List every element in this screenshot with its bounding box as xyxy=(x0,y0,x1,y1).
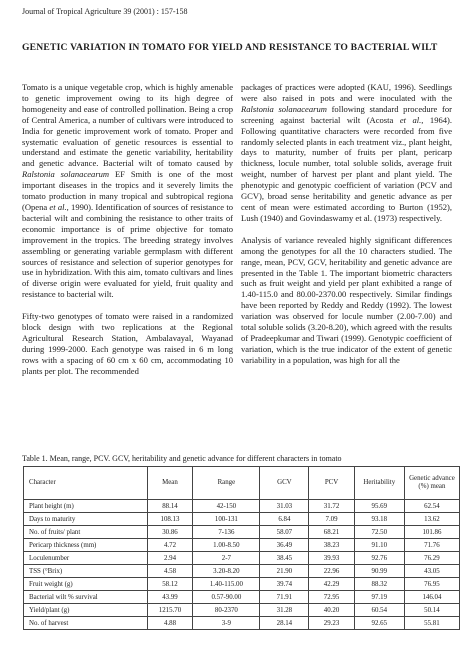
table-cell: 97.19 xyxy=(354,591,404,604)
table-header-cell: Character xyxy=(24,467,148,500)
table-cell: Yield/plant (g) xyxy=(24,604,148,617)
table-body xyxy=(24,500,460,630)
table-cell: 146.04 xyxy=(404,591,459,604)
table-cell: 3-9 xyxy=(193,617,260,630)
table-cell: 4.72 xyxy=(147,539,193,552)
table-cell: 31.72 xyxy=(309,500,354,513)
table-cell: 91.10 xyxy=(354,539,404,552)
right-paragraph-2: Analysis of variance revealed highly significant differences among the genotypes for all the 10 characters studied. The range, mean, PCV, GCV, heritability and genetic advance are presented in the Table 1. The important biometric characters such as fruit weight and yield per plant exhibited a range of 1.40-115.0 and 80.00-2370.00 respectively. Similar findings have been reported by Reddy and Reddy (1992). The lowest variation was observed for locule number (2.00-7.00) and total soluble solids (3.20-8.20), which agreed with the results of Pradeepkumar and Tiwari (1999). Genotypic coefficient of variation, which is the true indicator of the extent of genetic variability in a population, was high for all the xyxy=(241,234,452,365)
table-row xyxy=(24,578,460,591)
table-cell: 36.49 xyxy=(260,539,309,552)
left-column xyxy=(22,82,233,388)
table-cell: 1215.70 xyxy=(147,604,193,617)
table-cell: 38.45 xyxy=(260,552,309,565)
table-row xyxy=(24,513,460,526)
et-al: et al. xyxy=(49,201,67,212)
table-cell: 7.09 xyxy=(309,513,354,526)
table-cell: 4.88 xyxy=(147,617,193,630)
table-cell: 30.86 xyxy=(147,526,193,539)
table-cell: 71.76 xyxy=(404,539,459,552)
table-header-cell: PCV xyxy=(309,467,354,500)
table-cell: 72.50 xyxy=(354,526,404,539)
table-cell: 62.54 xyxy=(404,500,459,513)
table-row xyxy=(24,591,460,604)
table-cell: 31.28 xyxy=(260,604,309,617)
article-title: GENETIC VARIATION IN TOMATO FOR YIELD AND RESISTANCE TO BACTERIAL WILT xyxy=(22,42,438,53)
table-cell: 58.07 xyxy=(260,526,309,539)
table-cell: 90.99 xyxy=(354,565,404,578)
table-cell: 21.90 xyxy=(260,565,309,578)
left-paragraph-2: Fifty-two genotypes of tomato were raised in a randomized block design with two replications at the Regional Agricultural Research Station, Ambalavayal, Wayanad during 1999-2000. Each genotype was raised in 6 m long rows with a spacing of 60 cm x 60 cm, accommodating 10 plants per plot. The recommended xyxy=(22,311,233,376)
table-cell: 13.62 xyxy=(404,513,459,526)
table-cell: 38.23 xyxy=(309,539,354,552)
table-cell: Pericarp thickness (mm) xyxy=(24,539,148,552)
table-cell: 2.94 xyxy=(147,552,193,565)
journal-header: Journal of Tropical Agriculture 39 (2001) : 157-158 xyxy=(22,7,188,16)
table-cell: 2-7 xyxy=(193,552,260,565)
table-caption: Table 1. Mean, range, PCV. GCV, heritability and genetic advance for different characters in tomato xyxy=(22,454,342,463)
text-run: EF Smith is one of the most important diseases in the tropics and it severely limits the tomato production in many tropical and subtropical regiona (Opena xyxy=(22,169,233,212)
right-paragraph-1 xyxy=(241,82,452,224)
table-cell: 40.20 xyxy=(309,604,354,617)
text-run: , 1990). Identification of sources of resistance to bacterial wilt and combining the resistance to other traits of economic importance is of prime objective for tomato improvement in the tropics. The breeding strategy involves assembling or generating variable germplasm with different sources of resistance and selection of superior genotypes for use in hybridization. With this aim, tomato cultivars and lines of diverse origin were evaluated for yield, fruit quality and resistance to bacterial wilt. xyxy=(22,201,233,300)
data-table xyxy=(23,466,460,630)
table-row xyxy=(24,565,460,578)
table-row xyxy=(24,552,460,565)
right-column xyxy=(241,82,452,377)
table-cell: 92.65 xyxy=(354,617,404,630)
table-cell: 28.14 xyxy=(260,617,309,630)
table-cell: 43.99 xyxy=(147,591,193,604)
table-cell: No. of fruits/ plant xyxy=(24,526,148,539)
table-row xyxy=(24,604,460,617)
table-header-cell: Genetic advance (%) mean xyxy=(404,467,459,500)
table-cell: 0.57-90.00 xyxy=(193,591,260,604)
table-cell: 55.81 xyxy=(404,617,459,630)
table-header-cell: Range xyxy=(193,467,260,500)
table-cell: 71.91 xyxy=(260,591,309,604)
table-cell: 39.93 xyxy=(309,552,354,565)
table-row xyxy=(24,617,460,630)
et-al: et al. xyxy=(399,114,422,125)
table-cell: 60.54 xyxy=(354,604,404,617)
table-cell: Loculenumber xyxy=(24,552,148,565)
table-cell: 7-136 xyxy=(193,526,260,539)
table-cell: 31.03 xyxy=(260,500,309,513)
table-cell: Fruit weight (g) xyxy=(24,578,148,591)
text-run: following standard procedure for screening against bacterial wilt (Acosta xyxy=(241,103,452,125)
table-cell: 88.32 xyxy=(354,578,404,591)
table-cell: Days to maturity xyxy=(24,513,148,526)
table-cell: 3.20-8.20 xyxy=(193,565,260,578)
table-row xyxy=(24,539,460,552)
table-cell: 100-131 xyxy=(193,513,260,526)
table-cell: 4.58 xyxy=(147,565,193,578)
table-cell: 1.40-115.00 xyxy=(193,578,260,591)
table-header-cell: Mean xyxy=(147,467,193,500)
table-cell: 39.74 xyxy=(260,578,309,591)
table-cell: 1.00-8.50 xyxy=(193,539,260,552)
table-cell: 93.18 xyxy=(354,513,404,526)
table-cell: 58.12 xyxy=(147,578,193,591)
table-cell: 95.69 xyxy=(354,500,404,513)
table-cell: 76.29 xyxy=(404,552,459,565)
table-cell: 43.05 xyxy=(404,565,459,578)
table-cell: 68.21 xyxy=(309,526,354,539)
table-cell: 6.84 xyxy=(260,513,309,526)
text-run: , 1964). Following quantitative characters were recorded from five randomly selected plants in each treatment viz., plant height, days to maturity, number of fruits per plant, pericarp thickness, locule number, total soluble solids, average fruit weight, number of harvest per plant and plant yield. The phenotypic and genotypic coefficient of variation (PCV and GCV), broad sense heritability and genetic advance as per cent of mean were estimated according to Burton (1952), Lush (1940) and Govindaswamy et al. (1973) respectively. xyxy=(241,114,453,223)
table-header-cell: GCV xyxy=(260,467,309,500)
table-cell: 80-2370 xyxy=(193,604,260,617)
table-cell: 92.76 xyxy=(354,552,404,565)
table-header-row xyxy=(24,467,460,500)
table-header-cell: Heritability xyxy=(354,467,404,500)
table-cell: 88.14 xyxy=(147,500,193,513)
table-cell: 76.95 xyxy=(404,578,459,591)
text-run: packages of practices were adopted (KAU, 1996). Seedlings were also raised in pots and were inoculated with the xyxy=(241,82,452,103)
table-cell: 50.14 xyxy=(404,604,459,617)
table-cell: Plant height (m) xyxy=(24,500,148,513)
table-cell: TSS (°Brix) xyxy=(24,565,148,578)
table-row xyxy=(24,500,460,513)
table-row xyxy=(24,526,460,539)
species-name: Ralstonia solanacearum xyxy=(22,169,110,180)
left-paragraph-1 xyxy=(22,82,233,300)
table-cell: 108.13 xyxy=(147,513,193,526)
table-cell: Bacterial wilt % survival xyxy=(24,591,148,604)
table-cell: No. of harvest xyxy=(24,617,148,630)
table-cell: 101.86 xyxy=(404,526,459,539)
table-cell: 72.95 xyxy=(309,591,354,604)
table-cell: 29.23 xyxy=(309,617,354,630)
table-cell: 42-150 xyxy=(193,500,260,513)
text-run: Tomato is a unique vegetable crop, which is highly amenable to genetic improvement owing to its high degree of homogeneity and ease of controlled pollination. Being a crop of Central America, a number of cultivars were introduced to India for genetic improvement work of tomato. Proper and systematic evaluation of genetic resources is essential to understand and estimate the genetic variability, heritability and genetic advance. Bacterial wilt of tomato caused by xyxy=(22,82,233,169)
species-name: Ralstonia solanacearum xyxy=(241,103,327,114)
table-cell: 42.29 xyxy=(309,578,354,591)
table-cell: 22.96 xyxy=(309,565,354,578)
